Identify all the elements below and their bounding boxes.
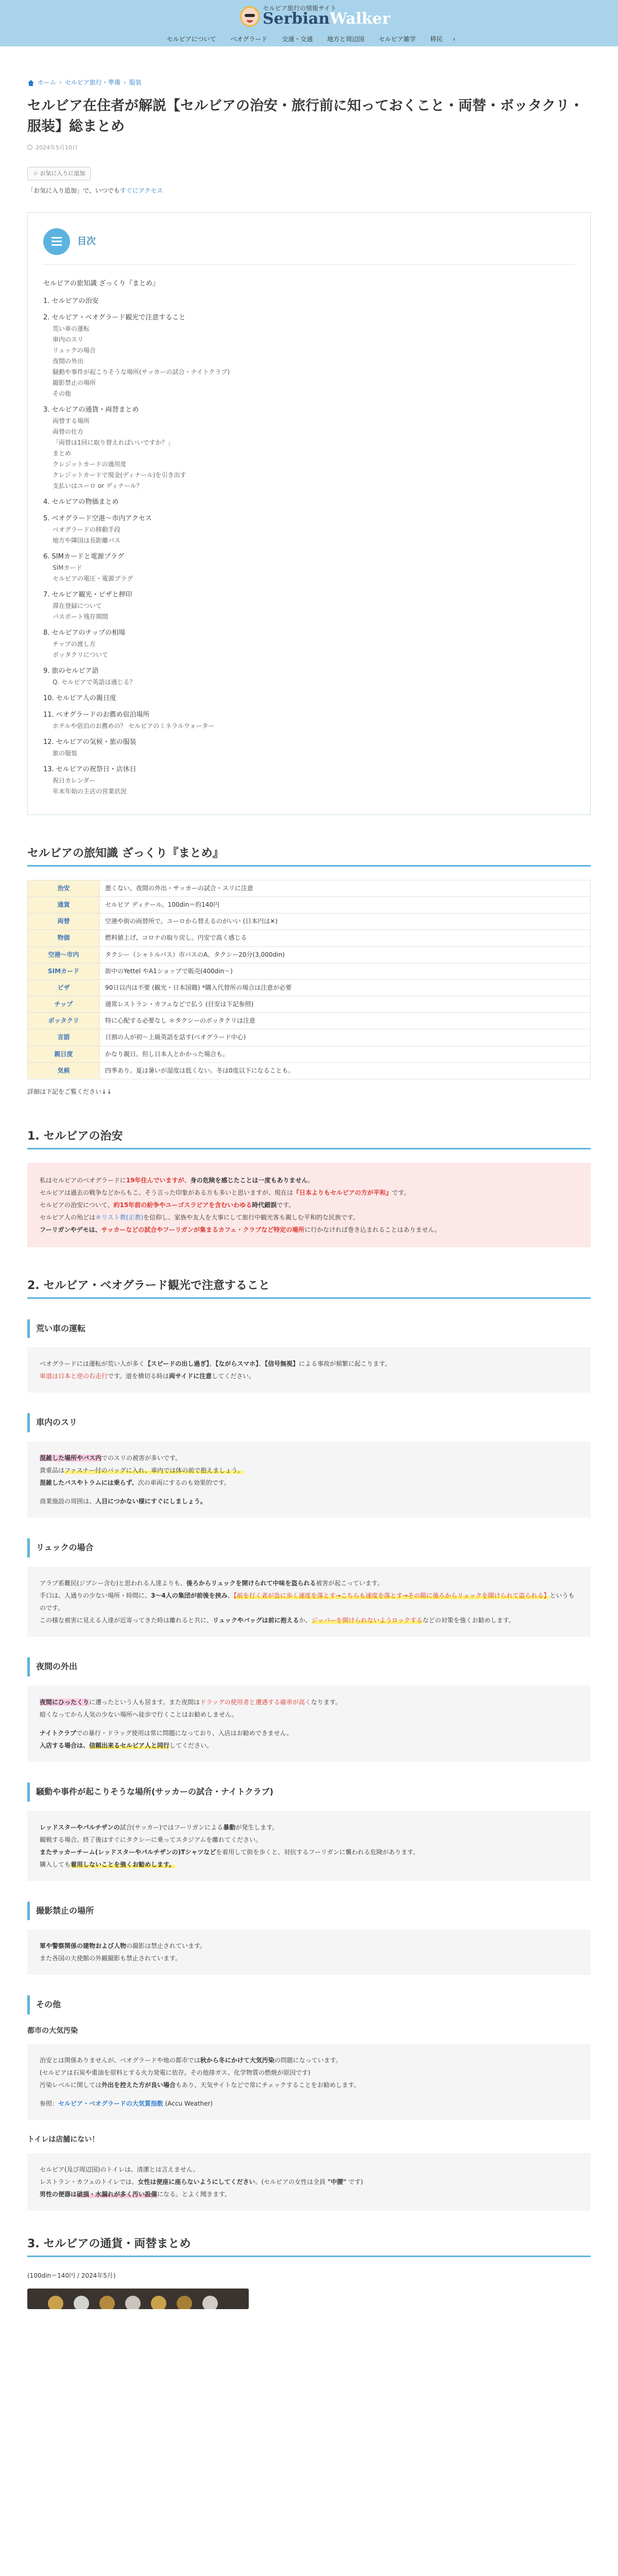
toc-subitem[interactable]: 車内のスリ: [53, 335, 84, 343]
safety-paragraph: セルビア人の殆どはキリスト教(正教)を信仰し、家族や友人を大事にして旅行中観光客も親しむ平和的な民族です。: [40, 1213, 359, 1221]
toc-subitem[interactable]: ボッタクリについて: [53, 651, 108, 658]
driving-paragraph: ベオグラードには運転が荒い人が多く【スピードの出し過ぎ】、【ながらスマホ】、【信号無視】による事故が頻繁に起こります。: [40, 1360, 391, 1368]
driving-box: [27, 1347, 591, 1393]
list-icon: [43, 228, 70, 255]
crowd-paragraph: 観戦する場合、終了後はすぐにタクシーに乗ってスタジアムを離れてください。: [40, 1836, 262, 1843]
toc-subitem[interactable]: 旅の服装: [53, 749, 78, 757]
air-paragraph: 汚染レベルに関しては外出を控えた方が良い場合もあり、天気サイトなどで常にチェックすることをお勧めします。: [40, 2081, 360, 2089]
toc-subitem[interactable]: ベオグラードの移動手段: [53, 526, 121, 533]
summary-value-cell: 空港や街の両替所で。ユーロから替えるのがいい (日本円は✕): [100, 913, 591, 930]
toc-item[interactable]: 4. セルビアの物価まとめ: [43, 498, 119, 506]
toc-item[interactable]: 10. セルビア人の親日度: [43, 694, 116, 702]
favorite-note: 「お気に入り追加」で、いつでもすぐにアクセス: [27, 187, 163, 195]
backpack-paragraph: アラブ系難民(ジプシー含む)と思われる人達よりも、後ろからリュックを開けられて中味を盗られる被害が起こっています。: [40, 1580, 384, 1587]
nav-item-regions[interactable]: 地方と周辺国: [327, 36, 365, 43]
toc-list: [43, 278, 575, 797]
crowd-paragraph: またサッカーチーム(レッドスターやパルチザンの)Tシャツなどを着用して街を歩くと、対抗するフーリガンに襲われる危険があります。: [40, 1848, 419, 1856]
pickpocket-paragraph: 商業施設の周囲は、人目につかない様にすぐにしましょう。: [40, 1498, 207, 1505]
summary-value-cell: 90日以内は不要 (観光・日本国籍) *購入代替所の場合は注意が必要: [100, 979, 591, 996]
toc-item[interactable]: セルビアの旅知識 ざっくり『まとめ』: [43, 279, 160, 287]
nav-item-belgrade[interactable]: ベオグラード: [230, 36, 268, 43]
air-paragraph: 治安とは関係ありませんが、ベオグラードや地の都市では秋から冬にかけて大気汚染の問題になっています。: [40, 2057, 342, 2064]
exchange-rate-note: (100din＝140円 / 2024年5月): [27, 2272, 116, 2279]
night-paragraph: 夜間にひったくりに遭ったという人も居ます。また夜間はドラッグの使用者と遭遇する確率が高くなります。: [40, 1698, 341, 1706]
table-row: [28, 1029, 591, 1046]
summary-key-cell: 治安: [28, 880, 100, 896]
orthodox-church-link[interactable]: キリスト教(正教): [95, 1213, 144, 1221]
logo-mascot-icon: [240, 6, 260, 27]
summary-key-cell: 物価: [28, 930, 100, 946]
backpack-paragraph: この様な被害に見える人達が近寄ってきた時は離れると共に、リュックやバッグは前に抱えるか、ジッパーを開けられないようロックするなどの対策を強くお勧めします。: [40, 1617, 515, 1624]
table-row: [28, 880, 591, 896]
summary-key-cell: 両替: [28, 913, 100, 930]
table-row: [28, 930, 591, 946]
driving-paragraph: 車道は日本と逆の右走行です。道を横切る時は両サイドに注意してください。: [40, 1372, 255, 1380]
section-safety-heading: 1. セルビアの治安: [27, 1128, 591, 1149]
summary-table: [27, 880, 591, 1079]
site-logo[interactable]: [234, 3, 390, 29]
toc-item[interactable]: 9. 旅のセルビア語: [43, 667, 99, 675]
summary-key-cell: SIMカード: [28, 963, 100, 979]
pickpocket-paragraph: 混雑した場所やバス内でのスリの被害が多いです。: [40, 1454, 182, 1462]
safety-box: [27, 1163, 591, 1247]
pickpocket-box: [27, 1442, 591, 1518]
clock-icon: [27, 145, 32, 150]
table-row: [28, 979, 591, 996]
pickpocket-paragraph: 混雑したバスやトラムには乗らず、次の車両にするのも効果的です。: [40, 1479, 230, 1487]
summary-key-cell: 空港〜市内: [28, 946, 100, 963]
table-of-contents: [27, 212, 591, 815]
air-pollution-box: [27, 2044, 591, 2120]
subsection-night-heading: 夜間の外出: [27, 1657, 591, 1676]
nav-item-immigration[interactable]: 移民: [430, 36, 443, 43]
nav-more-chevron-icon[interactable]: ›: [453, 36, 456, 43]
summary-heading: セルビアの旅知識 ざっくり『まとめ』: [27, 845, 591, 867]
favorite-access-link[interactable]: すぐにアクセス: [119, 187, 163, 195]
home-icon[interactable]: [27, 80, 35, 86]
air-paragraph: (セルビアは石炭や重油を原料とする火力発電に依存。その他排ガス、化学物質の燃焼が原因です): [40, 2069, 311, 2077]
detail-note: 詳細は下記をご覧ください↓↓: [27, 1088, 112, 1096]
breadcrumb-separator: ›: [123, 79, 126, 86]
summary-key-cell: チップ: [28, 996, 100, 1013]
summary-key-cell: 親日度: [28, 1046, 100, 1062]
toc-subitem[interactable]: 荒い車の運転: [53, 325, 90, 332]
photo-paragraph: また各国の大使館の外観撮影も禁止されています。: [40, 1955, 182, 1962]
summary-value-cell: 通常レストラン・カフェなどで払う (目安は下記参照): [100, 996, 591, 1013]
crowd-paragraph: レッドスターやパルチザンの試合(サッカー)ではフーリガンによる暴動が発生します。: [40, 1823, 279, 1831]
toc-item[interactable]: 6. SIMカードと電源プラグ: [43, 552, 124, 561]
post-date-text: 2024年5月10日: [36, 144, 78, 151]
summary-key-cell: 通貨: [28, 896, 100, 913]
air-quality-link[interactable]: セルビア・ベオグラードの大気質指数: [58, 2100, 163, 2108]
pickpocket-paragraph: 貴重品はファスナー付のバッグに入れ、車内では体の前で抱えましょう。: [40, 1467, 244, 1475]
night-paragraph: ナイトクラブでの暴行・ドラッグ使用は常に問題になっており、入店はお勧めできません。: [40, 1729, 293, 1737]
night-box: [27, 1686, 591, 1762]
subsection-other-heading: その他: [27, 1995, 591, 2014]
table-row: [28, 1046, 591, 1062]
toc-subitem[interactable]: 撮影禁止の場所: [53, 379, 96, 386]
article: [23, 77, 595, 2309]
toc-subitem[interactable]: セルビアの電圧・電源プラグ: [53, 574, 133, 582]
toc-subitem[interactable]: 祝日カレンダー: [53, 776, 96, 784]
summary-key-cell: ボッタクリ: [28, 1013, 100, 1029]
summary-value-cell: 特に心配する必要なし ＊タクシーのボッタクリは注意: [100, 1013, 591, 1029]
summary-value-cell: 街中のYettel やA1ショップで販売(400din〜): [100, 963, 591, 979]
toc-subitem[interactable]: 「両替は1回に取り替えればいいですか？」: [53, 438, 174, 446]
toc-item[interactable]: 11. ベオグラードのお薦め宿泊場所: [43, 710, 150, 719]
toc-subitem[interactable]: パスポート残存期間: [53, 613, 109, 620]
toc-subitem[interactable]: 年末年始の主店の営業状況: [53, 787, 127, 795]
summary-value-cell: 燃料値上げ、コロナの取り戻し。円安で高く感じる: [100, 930, 591, 946]
site-subtitle: セルビア旅行の情報サイト: [263, 5, 337, 12]
page-title: セルビア在住者が解説【セルビアの治安・旅行前に知っておくこと・両替・ボッタクリ・服装】総まとめ: [27, 97, 583, 135]
toc-subitem[interactable]: 両替の仕方: [53, 428, 84, 435]
table-row: [28, 996, 591, 1013]
toc-item[interactable]: 5. ベオグラード空港〜市内アクセス: [43, 514, 152, 522]
summary-value-cell: タクシー（シャトルバス）市バスのA。タクシー20分(3,000din): [100, 946, 591, 963]
toc-subitem[interactable]: ホテルや宿泊のお薦めの？ セルビアのミネラルウォーター: [53, 722, 215, 730]
breadcrumb-separator: ›: [59, 79, 62, 86]
subsection-backpack-heading: リュックの場合: [27, 1538, 591, 1557]
section-currency-heading: 3. セルビアの通貨・両替まとめ: [27, 2235, 591, 2257]
table-row: [28, 963, 591, 979]
global-nav: [0, 32, 618, 46]
toc-subitem[interactable]: 地方や隣国は長距離バス: [53, 536, 121, 544]
subsection-driving-heading: 荒い車の運転: [27, 1319, 591, 1338]
toc-item[interactable]: 2. セルビア・ベオグラード観光で注意すること: [43, 313, 186, 321]
summary-value-cell: かなり親日。但し日本人とかかった場合も。: [100, 1046, 591, 1062]
subsection-pickpocket-heading: 車内のスリ: [27, 1413, 591, 1432]
toilet-paragraph: レストラン・カフェのトイレでは、女性は便座に座らないようにしてください。(セルビアの女性は全員 "中腰" です): [40, 2178, 363, 2185]
air-paragraph: 参照：セルビア・ベオグラードの大気質指数 (Accu Weather): [40, 2100, 213, 2108]
summary-value-cell: 日割の人が初〜上級英語を話す(ベオグラード中心): [100, 1029, 591, 1046]
toc-item[interactable]: 13. セルビアの祝祭日・店休日: [43, 765, 136, 773]
photo-box: [27, 1929, 591, 1975]
crowd-box: [27, 1811, 591, 1881]
nav-item-about-serbia[interactable]: セルビアについて: [166, 36, 216, 43]
toc-title: 目次: [77, 235, 96, 247]
safety-paragraph: フーリガンやデモは、サッカーなどの試合やフーリガンが集まるカフェ・クラブなど特定の場所に行かなければ巻き込まれることはありません。: [40, 1226, 441, 1233]
nav-item-transport[interactable]: 交通・交通: [282, 36, 313, 43]
toc-subitem[interactable]: まとめ: [53, 449, 72, 457]
section-caution-heading: 2. セルビア・ベオグラード観光で注意すること: [27, 1277, 591, 1299]
toc-header: [43, 228, 575, 265]
summary-key-cell: ビザ: [28, 979, 100, 996]
safety-paragraph: セルビアの治安について、約15年前の紛争やユーゴスラビアを含むいわゆる時代錯誤です。: [40, 1201, 295, 1209]
summary-key-cell: 気候: [28, 1062, 100, 1079]
summary-value-cell: 悪くない。夜間の外出・サッカーの試合・スリに注意: [100, 880, 591, 896]
summary-value-cell: セルビア ディナール。100din＝約140円: [100, 896, 591, 913]
breadcrumb-clothing[interactable]: 服装: [129, 79, 142, 86]
toc-subitem[interactable]: 支払いはユーロ or ディナール？: [53, 482, 143, 489]
toilet-heading: トイレは店舗にない！: [27, 2136, 99, 2144]
toc-subitem[interactable]: クレジットカードの通用度: [53, 460, 127, 468]
add-favorite-button[interactable]: ☆ お気に入りに追加: [27, 167, 91, 180]
summary-key-cell: 言語: [28, 1029, 100, 1046]
backpack-box: [27, 1567, 591, 1637]
post-date: [27, 143, 591, 153]
toc-subitem[interactable]: その他: [53, 389, 72, 397]
toc-subitem[interactable]: Q. セルビアで英語は通じる？: [53, 678, 136, 686]
toc-subitem[interactable]: 騒動や事件が起こりそうな場所(サッカーの試合・ナイトクラブ): [53, 368, 230, 376]
backpack-paragraph: 手口は、人通りの少ない場所・時間に、3〜4人の集団が前後を挟み、【前を行く者が急に歩く速度を落とす→こちらも速度を落とす→その隙に後ろからリュックを開けられて盗られる】というものです。: [40, 1592, 575, 1612]
breadcrumb: [27, 77, 591, 89]
toilet-box: [27, 2153, 591, 2211]
toc-subitem[interactable]: チップの渡し方: [53, 640, 96, 648]
summary-value-cell: 四季あり。夏は暑いが湿度は低くない。冬は0度以下になることも。: [100, 1062, 591, 1079]
toc-subitem[interactable]: 夜間の外出: [53, 357, 84, 365]
site-title[interactable]: SerbianWalker: [263, 10, 390, 28]
toc-subitem[interactable]: 滞在登録について: [53, 602, 102, 609]
table-row: [28, 896, 591, 913]
crowd-paragraph: 購入しても着用しないことを強くお勧めします。: [40, 1860, 176, 1868]
safety-paragraph: 私はセルビアのベオグラードに19年住んでいますが、身の危険を感じたことは一度もありません。: [40, 1176, 314, 1184]
toc-item[interactable]: 7. セルビア観光・ビザと押印: [43, 590, 132, 599]
table-row: [28, 913, 591, 930]
toc-item[interactable]: 3. セルビアの通貨・両替まとめ: [43, 405, 139, 414]
night-paragraph: 暗くなってから人気の少ない場所へ徒歩で行くことはお勧めしません。: [40, 1710, 238, 1718]
toc-item[interactable]: 1. セルビアの治安: [43, 297, 99, 305]
toc-subitem[interactable]: 両替する場所: [53, 417, 90, 425]
subsection-crowd-heading: 騒動や事件が起こりそうな場所(サッカーの試合・ナイトクラブ): [27, 1783, 591, 1802]
table-row: [28, 946, 591, 963]
coins-image: [27, 2289, 249, 2309]
air-pollution-heading: 都市の大気汚染: [27, 2027, 78, 2036]
toc-subitem[interactable]: クレジットカードで現金(ディナール)を引き出す: [53, 471, 186, 479]
breadcrumb-home[interactable]: ホーム: [38, 79, 57, 86]
safety-paragraph: セルビアは過去の戦争などからもこ、そう言った印象がある方も多いと思いますが、現在は『日本よりもセルビアの方が平和』です。: [40, 1189, 410, 1196]
table-row: [28, 1062, 591, 1079]
nav-item-trivia[interactable]: セルビア雑学: [379, 36, 416, 43]
photo-paragraph: 軍や警察関係の建物および人物の撮影は禁止されています。: [40, 1942, 207, 1950]
site-header: [0, 0, 618, 46]
night-paragraph: 入店する場合は、信頼出来るセルビア人と同行してください。: [40, 1741, 213, 1749]
table-row: [28, 1013, 591, 1029]
toc-subitem[interactable]: リュックの場合: [53, 346, 96, 354]
breadcrumb-travel-prep[interactable]: セルビア旅行・準備: [64, 79, 121, 86]
toc-item[interactable]: 12. セルビアの気候・旅の服装: [43, 738, 136, 746]
toilet-paragraph: 男性の便器は破損・水漏れが多く汚い設備になる。とよく聞きます。: [40, 2190, 231, 2198]
toc-item[interactable]: 8. セルビアのチップの相場: [43, 629, 126, 637]
subsection-photo-heading: 撮影禁止の場所: [27, 1902, 591, 1921]
toc-subitem[interactable]: SIMカード: [53, 564, 82, 571]
toilet-paragraph: セルビア(及び周辺国)のトイレは、清潔とは言えません。: [40, 2165, 199, 2173]
